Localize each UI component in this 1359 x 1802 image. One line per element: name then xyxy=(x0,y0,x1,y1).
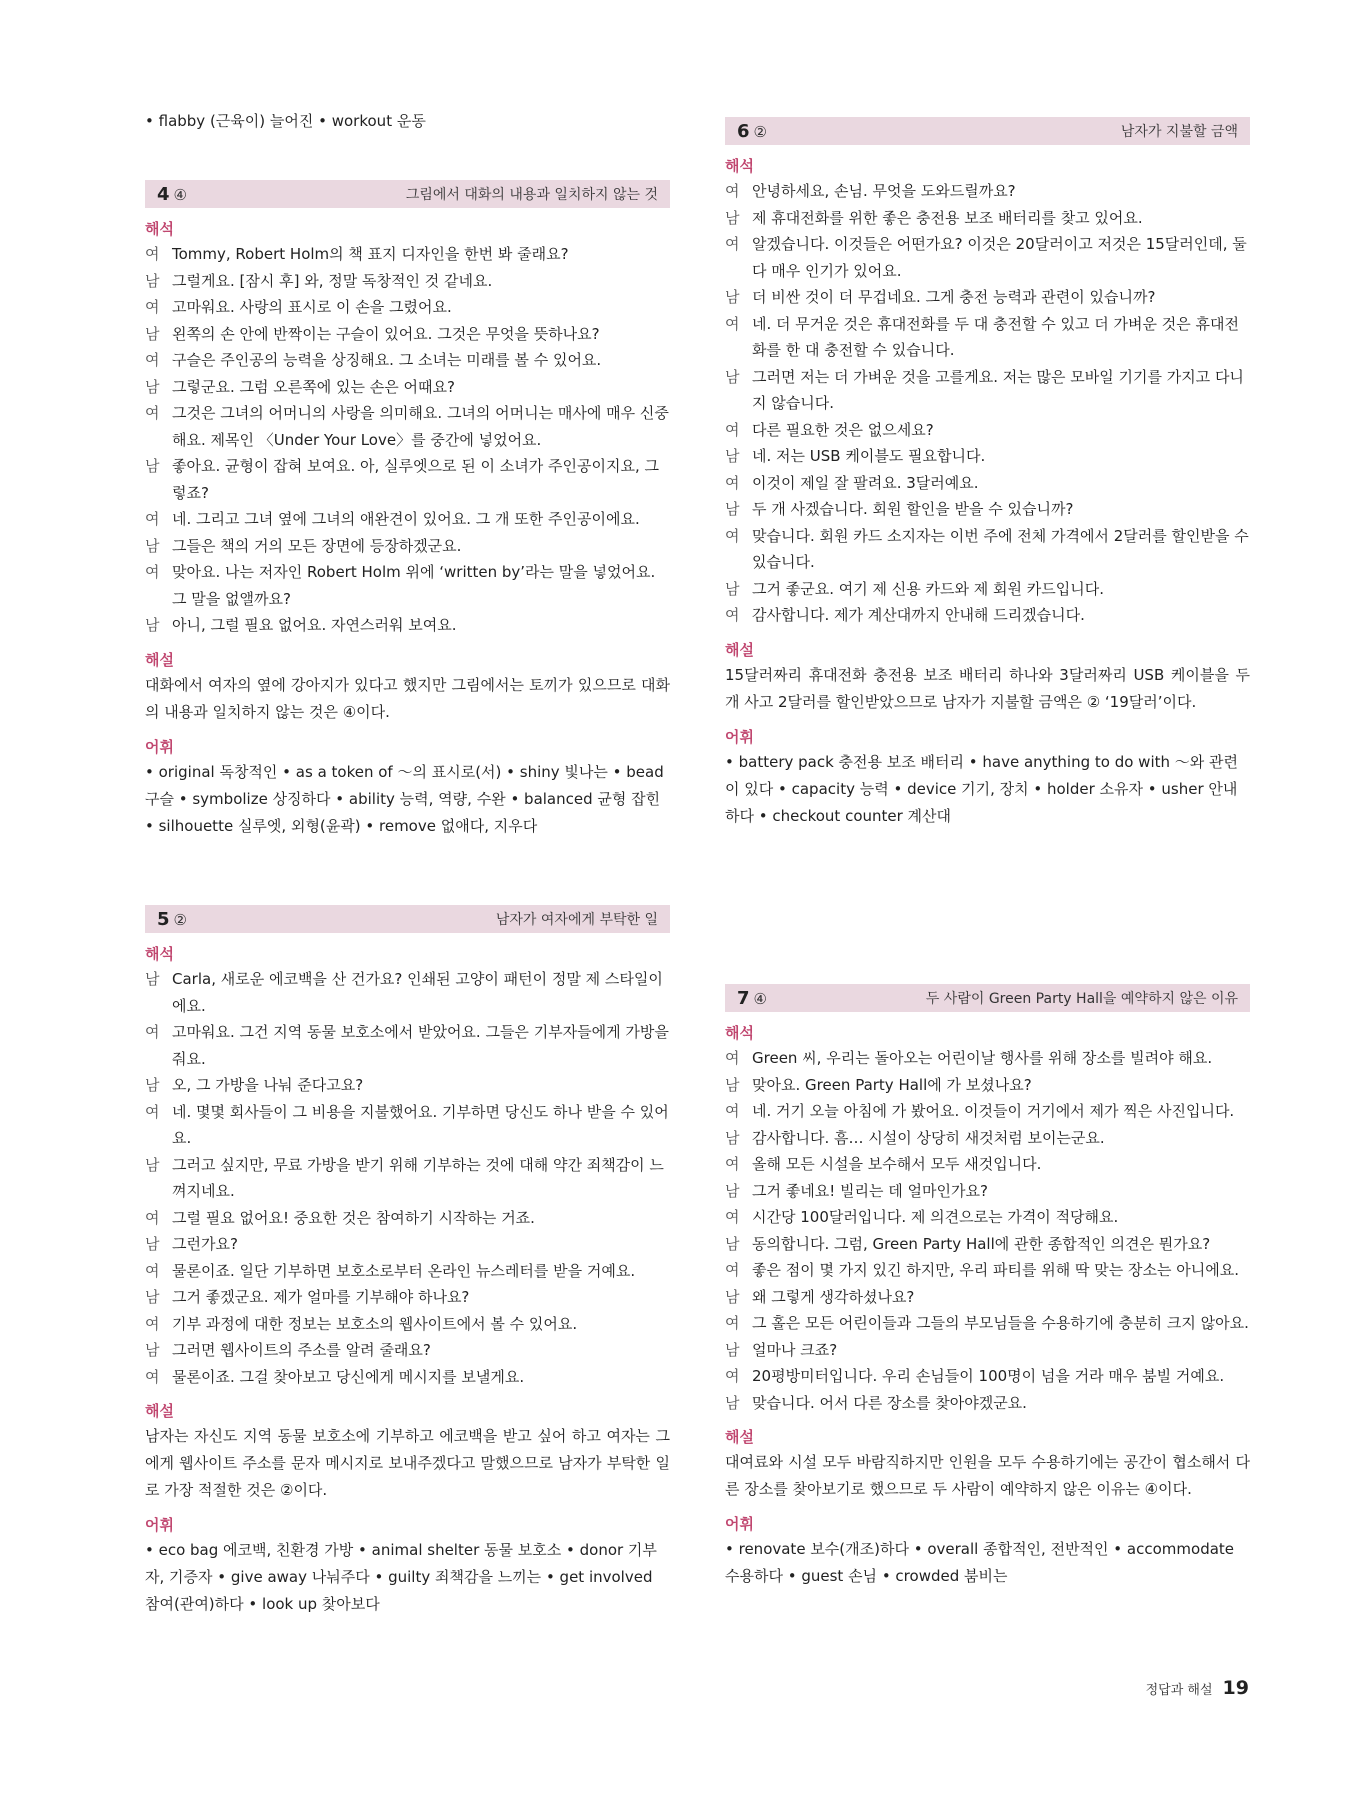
translation-label: 해석 xyxy=(145,945,174,963)
question-5 xyxy=(145,905,670,1618)
dialogue-text: 20평방미터입니다. 우리 손님들이 100명이 넘을 거라 매우 붐빌 거예요. xyxy=(752,1367,1225,1385)
question-topic: 남자가 지불할 금액 xyxy=(1120,124,1238,140)
dialogue-line xyxy=(725,470,1250,497)
dialogue-text: 네. 거기 오늘 아침에 가 봤어요. 이것들이 거기에서 제가 찍은 사진입니다. xyxy=(752,1102,1235,1120)
speaker-label: 여 xyxy=(145,404,160,422)
dialogue-line xyxy=(145,1364,670,1391)
top-vocab: • flabby (근육이) 늘어진 • workout 운동 xyxy=(145,112,426,130)
dialogue-text: 구슬은 주인공의 능력을 상징해요. 그 소녀는 미래를 볼 수 있어요. xyxy=(172,351,602,369)
dialogue-line xyxy=(725,1390,1250,1417)
dialogue-line xyxy=(725,1257,1250,1284)
dialogue-line xyxy=(725,1045,1250,1072)
dialogue-line xyxy=(725,205,1250,232)
dialogue-line xyxy=(725,576,1250,603)
dialogue-line xyxy=(145,1258,670,1285)
speaker-label: 여 xyxy=(145,1102,160,1121)
speaker-label: 여 xyxy=(725,1155,740,1173)
dialogue-line xyxy=(725,231,1250,284)
dialogue-text: 그거 좋겠군요. 제가 얼마를 기부해야 하나요? xyxy=(172,1288,470,1306)
dialogue-text: 안녕하세요, 손님. 무엇을 도와드릴까요? xyxy=(752,182,1016,200)
dialogue-text: 동의합니다. 그럼, Green Party Hall에 관한 종합적인 의견은 뭔가요? xyxy=(752,1234,1211,1253)
dialogue-text: 아니, 그럴 필요 없어요. 자연스러워 보여요. xyxy=(172,616,457,634)
speaker-label: 여 xyxy=(145,1023,160,1041)
dialogue-line xyxy=(725,311,1250,364)
speaker-label: 여 xyxy=(145,1314,160,1333)
question-header xyxy=(145,905,670,933)
dialogue-text: 고마워요. 그건 지역 동물 보호소에서 받았어요. 그들은 기부자들에게 가방을 줘요. xyxy=(172,1023,669,1068)
dialogue-text: 좋은 점이 몇 가지 있긴 하지만, 우리 파티를 위해 딱 맞는 장소는 아니에요. xyxy=(752,1261,1239,1279)
speaker-label: 남 xyxy=(145,616,160,634)
speaker-label: 여 xyxy=(145,563,160,581)
explanation-text: 15달러짜리 휴대전화 충전용 보조 배터리 하나와 3달러짜리 USB 케이블을 두 개 사고 2달러를 할인받았으므로 남자가 지불할 금액은 ② ‘19달러’이다. xyxy=(725,665,1250,711)
dialogue-line xyxy=(145,1099,670,1152)
dialogue-line xyxy=(725,1204,1250,1231)
question-topic: 그림에서 대화의 내용과 일치하지 않는 것 xyxy=(405,187,658,203)
explanation-text: 대여료와 시설 모두 바람직하지만 인원을 모두 수용하기에는 공간이 협소해서 다른 장소를 찾아보기로 했으므로 두 사람이 예약하지 않은 이유는 ④이다. xyxy=(725,1453,1250,1498)
speaker-label: 남 xyxy=(145,324,160,343)
speaker-label: 남 xyxy=(145,271,160,290)
translation-label: 해석 xyxy=(725,1024,754,1042)
speaker-label: 남 xyxy=(145,1341,160,1359)
dialogue-text: 맞아요. Green Party Hall에 가 보셨나요? xyxy=(752,1075,1032,1094)
speaker-label: 여 xyxy=(725,526,740,545)
speaker-label: 남 xyxy=(725,1075,740,1094)
question-number: 4 xyxy=(157,183,170,205)
dialogue-line xyxy=(725,1231,1250,1258)
dialogue-text: 네. 몇몇 회사들이 그 비용을 지불했어요. 기부하면 당신도 하나 받을 수 있어요. xyxy=(172,1102,669,1147)
dialogue-text: 더 비싼 것이 더 무겁네요. 그게 충전 능력과 관련이 있습니까? xyxy=(752,288,1156,306)
question-topic: 두 사람이 Green Party Hall을 예약하지 않은 이유 xyxy=(925,991,1238,1007)
dialogue-text: 올해 모든 시설을 보수해서 모두 새것입니다. xyxy=(752,1155,1042,1173)
translation-label: 해석 xyxy=(725,157,754,175)
dialogue-line xyxy=(725,1284,1250,1311)
dialogue-line xyxy=(725,364,1250,417)
dialogue-text: 감사합니다. 흠… 시설이 상당히 새것처럼 보이는군요. xyxy=(752,1128,1105,1147)
dialogue-line xyxy=(725,496,1250,523)
dialogue-text: 그거 좋네요! 빌리는 데 얼마인가요? xyxy=(752,1181,988,1200)
dialogue-line xyxy=(145,400,670,453)
speaker-label: 여 xyxy=(725,235,740,253)
speaker-label: 남 xyxy=(725,500,740,518)
dialogue-line xyxy=(725,1098,1250,1125)
speaker-label: 남 xyxy=(725,288,740,306)
dialogue-text: 그러면 저는 더 가벼운 것을 고를게요. 저는 많은 모바일 기기를 가지고 다니지 않습니다. xyxy=(752,367,1244,412)
dialogue-text: 그거 좋군요. 여기 제 신용 카드와 제 회원 카드입니다. xyxy=(752,579,1104,598)
dialogue-text: 그럴게요. [잠시 후] 와, 정말 독창적인 것 같네요. xyxy=(172,271,493,290)
question-header xyxy=(145,180,670,208)
dialogue-line xyxy=(145,966,670,1019)
vocab-text: • eco bag 에코백, 친환경 가방 • animal shelter 동물 보호소 • donor 기부자, 기증자 • give away 나눠주다 • guilty 죄책감을 느끼는 • get involved 참여(관여)하다 • look up 찾아보다 xyxy=(145,1541,657,1613)
speaker-label: 남 xyxy=(725,579,740,598)
speaker-label: 여 xyxy=(725,606,740,624)
dialogue-line xyxy=(145,1284,670,1311)
dialogue-line xyxy=(145,506,670,533)
question-number: 5 xyxy=(157,908,170,930)
dialogue-text: 왼쪽의 손 안에 반짝이는 구슬이 있어요. 그것은 무엇을 뜻하나요? xyxy=(172,324,600,343)
question-answer: ② xyxy=(173,910,187,929)
dialogue-text: 두 개 사겠습니다. 회원 할인을 받을 수 있습니까? xyxy=(752,500,1074,518)
dialogue-line xyxy=(725,284,1250,311)
speaker-label: 여 xyxy=(725,420,740,439)
dialogue-line xyxy=(725,1363,1250,1390)
speaker-label: 남 xyxy=(145,1288,160,1306)
speaker-label: 여 xyxy=(725,1049,740,1067)
speaker-label: 여 xyxy=(145,1261,160,1280)
dialogue-text: 맞아요. 나는 저자인 Robert Holm 위에 ‘written by’라는 말을 넣었어요. 그 말을 없앨까요? xyxy=(172,563,656,608)
vocab-text: • battery pack 충전용 보조 배터리 • have anything to do with ～와 관련이 있다 • capacity 능력 • device 기기, 장치 • holder 소유자 • usher 안내하다 • checkout counter 계산대 xyxy=(725,752,1239,825)
dialogue-line xyxy=(145,347,670,374)
dialogue-line xyxy=(725,443,1250,470)
explanation-label: 해설 xyxy=(145,1402,174,1420)
question-number-group xyxy=(737,121,767,142)
question-header xyxy=(725,984,1250,1012)
dialogue-text: Carla, 새로운 에코백을 산 건가요? 인쇄된 고양이 패턴이 정말 제 스타일이에요. xyxy=(172,970,663,1015)
question-answer: ② xyxy=(753,122,767,141)
dialogue-text: 그러면 웹사이트의 주소를 알려 줄래요? xyxy=(172,1341,431,1359)
question-number: 6 xyxy=(737,120,750,142)
speaker-label: 여 xyxy=(725,1208,740,1226)
dialogue-line xyxy=(145,1205,670,1232)
speaker-label: 여 xyxy=(145,510,160,528)
dialogue-text: 그런가요? xyxy=(172,1235,238,1253)
speaker-label: 여 xyxy=(725,182,740,200)
speaker-label: 여 xyxy=(725,1367,740,1385)
speaker-label: 남 xyxy=(725,208,740,227)
dialogue-line xyxy=(725,523,1250,576)
speaker-label: 여 xyxy=(725,1261,740,1279)
explanation-label: 해설 xyxy=(725,1428,754,1446)
question-number-group xyxy=(157,184,187,205)
dialogue-text: 맞습니다. 어서 다른 장소를 찾아야겠군요. xyxy=(752,1393,1027,1412)
explanation-text: 대화에서 여자의 옆에 강아지가 있다고 했지만 그림에서는 토끼가 있으므로 대화의 내용과 일치하지 않는 것은 ④이다. xyxy=(145,675,670,721)
vocab-text: • renovate 보수(개조)하다 • overall 종합적인, 전반적인 • accommodate 수용하다 • guest 손님 • crowded 붐비는 xyxy=(725,1540,1235,1585)
speaker-label: 남 xyxy=(725,1393,740,1412)
dialogue-line xyxy=(725,1178,1250,1205)
speaker-label: 여 xyxy=(145,245,160,263)
dialogue-line xyxy=(145,453,670,506)
speaker-label: 여 xyxy=(145,351,160,369)
dialogue-text: 제 휴대전화를 위한 좋은 충전용 보조 배터리를 찾고 있어요. xyxy=(752,208,1143,227)
speaker-label: 남 xyxy=(725,1181,740,1200)
dialogue-line xyxy=(145,533,670,560)
dialogue-text: 감사합니다. 제가 계산대까지 안내해 드리겠습니다. xyxy=(752,606,1085,624)
question-number-group xyxy=(157,909,187,930)
dialogue-line xyxy=(725,1072,1250,1099)
speaker-label: 남 xyxy=(145,536,160,555)
dialogue-text: 고마워요. 사랑의 표시로 이 손을 그렸어요. xyxy=(172,298,452,316)
dialogue-line xyxy=(145,1152,670,1205)
question-answer: ④ xyxy=(173,185,187,204)
dialogue-text: 맞습니다. 회원 카드 소지자는 이번 주에 전체 가격에서 2달러를 할인받을 수 있습니다. xyxy=(752,526,1249,571)
dialogue-line xyxy=(145,1311,670,1338)
dialogue-text: 네. 그리고 그녀 옆에 그녀의 애완견이 있어요. 그 개 또한 주인공이에요. xyxy=(172,510,640,528)
vocab-label: 어휘 xyxy=(145,1516,174,1534)
vocab-label: 어휘 xyxy=(725,1515,754,1533)
speaker-label: 남 xyxy=(725,1234,740,1253)
dialogue-text: 그들은 책의 거의 모든 장면에 등장하겠군요. xyxy=(172,536,462,555)
vocab-label: 어휘 xyxy=(725,727,754,746)
question-6 xyxy=(725,117,1250,830)
question-header xyxy=(725,117,1250,145)
dialogue-line xyxy=(725,1125,1250,1152)
speaker-label: 남 xyxy=(725,1287,740,1306)
dialogue-text: 이것이 제일 잘 팔려요. 3달러예요. xyxy=(752,473,979,492)
dialogue-text: 그럴 필요 없어요! 중요한 것은 참여하기 시작하는 거죠. xyxy=(172,1208,535,1227)
question-7 xyxy=(725,984,1250,1590)
speaker-label: 여 xyxy=(725,314,740,333)
vocab-label: 어휘 xyxy=(145,737,174,756)
dialogue-line xyxy=(145,1019,670,1072)
speaker-label: 여 xyxy=(725,1314,740,1332)
dialogue-text: 기부 과정에 대한 정보는 보호소의 웹사이트에서 볼 수 있어요. xyxy=(172,1314,578,1333)
page-footer xyxy=(1146,1677,1249,1699)
dialogue-line xyxy=(145,1337,670,1364)
dialogue-line xyxy=(725,1151,1250,1178)
speaker-label: 남 xyxy=(145,377,160,396)
dialogue-line xyxy=(145,559,670,612)
speaker-label: 여 xyxy=(725,1102,740,1120)
dialogue-text: 다른 필요한 것은 없으세요? xyxy=(752,420,934,439)
speaker-label: 남 xyxy=(145,457,160,475)
dialogue-text: 네. 더 무거운 것은 휴대전화를 두 대 충전할 수 있고 더 가벼운 것은 휴대전화를 한 대 충전할 수 있습니다. xyxy=(752,314,1239,359)
speaker-label: 여 xyxy=(145,298,160,316)
page-number: 19 xyxy=(1222,1677,1249,1699)
dialogue-text: 좋아요. 균형이 잡혀 보여요. 아, 실루엣으로 된 이 소녀가 주인공이지요, 그렇죠? xyxy=(172,457,659,502)
speaker-label: 남 xyxy=(145,1155,160,1174)
dialogue-text: 얼마나 크죠? xyxy=(752,1340,838,1359)
dialogue-line xyxy=(145,321,670,348)
footer-text: 정답과 해설 xyxy=(1145,1683,1213,1698)
translation-label: 해석 xyxy=(145,220,174,238)
dialogue-text: 알겠습니다. 이것들은 어떤가요? 이것은 20달러이고 저것은 15달러인데, 둘 다 매우 인기가 있어요. xyxy=(752,235,1247,280)
dialogue-line xyxy=(145,1231,670,1258)
speaker-label: 남 xyxy=(725,1340,740,1359)
dialogue-text: 시간당 100달러입니다. 제 의견으로는 가격이 적당해요. xyxy=(752,1208,1119,1226)
dialogue-line xyxy=(725,178,1250,205)
dialogue-text: 오, 그 가방을 나눠 준다고요? xyxy=(172,1076,364,1094)
question-answer: ④ xyxy=(753,989,767,1008)
speaker-label: 여 xyxy=(145,1367,160,1386)
explanation-label: 해설 xyxy=(145,650,174,669)
question-topic: 남자가 여자에게 부탁한 일 xyxy=(495,912,658,928)
dialogue-line xyxy=(725,1310,1250,1337)
dialogue-text: 그 홀은 모든 어린이들과 그들의 부모님들을 수용하기에 충분히 크지 않아요. xyxy=(752,1314,1249,1332)
dialogue-text: 그러고 싶지만, 무료 가방을 받기 위해 기부하는 것에 대해 약간 죄책감이 느껴지네요. xyxy=(172,1155,664,1200)
speaker-label: 남 xyxy=(725,367,740,386)
dialogue-line xyxy=(145,374,670,401)
dialogue-line xyxy=(725,1337,1250,1364)
question-number-group xyxy=(737,988,767,1009)
dialogue-text: 물론이죠. 그걸 찾아보고 당신에게 메시지를 보낼게요. xyxy=(172,1367,525,1386)
dialogue-line xyxy=(145,268,670,295)
dialogue-line xyxy=(145,1072,670,1099)
dialogue-text: 물론이죠. 일단 기부하면 보호소로부터 온라인 뉴스레터를 받을 거예요. xyxy=(172,1261,636,1280)
speaker-label: 남 xyxy=(725,1128,740,1147)
explanation-label: 해설 xyxy=(725,640,754,659)
speaker-label: 남 xyxy=(145,1076,160,1094)
dialogue-text: 네. 저는 USB 케이블도 필요합니다. xyxy=(752,447,986,465)
speaker-label: 남 xyxy=(725,447,740,465)
speaker-label: 남 xyxy=(145,970,160,988)
dialogue-text: Tommy, Robert Holm의 책 표지 디자인을 한번 봐 줄래요? xyxy=(172,245,569,263)
vocab-text: • original 독창적인 • as a token of ～의 표시로(서) • shiny 빛나는 • bead 구슬 • symbolize 상징하다 • ability 능력, 역량, 수완 • balanced 균형 잡힌 • silhouette 실루엣, 외형(윤곽) • remove 없애다, 지우다 xyxy=(145,762,664,835)
explanation-text: 남자는 자신도 지역 동물 보호소에 기부하고 에코백을 받고 싶어 하고 여자는 그에게 웹사이트 주소를 문자 메시지로 보내주겠다고 말했으므로 남자가 부탁한 일로 가장 적절한 것은 ②이다. xyxy=(145,1427,670,1499)
dialogue-line xyxy=(145,241,670,268)
speaker-label: 여 xyxy=(725,473,740,492)
dialogue-text: Green 씨, 우리는 돌아오는 어린이날 행사를 위해 장소를 빌려야 해요. xyxy=(752,1049,1213,1067)
dialogue-line xyxy=(145,294,670,321)
dialogue-line xyxy=(725,417,1250,444)
dialogue-text: 그렇군요. 그럼 오른쪽에 있는 손은 어때요? xyxy=(172,377,455,396)
dialogue-line xyxy=(725,602,1250,629)
question-4 xyxy=(145,180,670,840)
dialogue-text: 왜 그렇게 생각하셨나요? xyxy=(752,1287,915,1306)
speaker-label: 여 xyxy=(145,1208,160,1227)
question-number: 7 xyxy=(737,987,750,1009)
dialogue-text: 그것은 그녀의 어머니의 사랑을 의미해요. 그녀의 어머니는 매사에 매우 신중해요. 제목인 〈Under Your Love〉를 중간에 넣었어요. xyxy=(172,404,669,449)
speaker-label: 남 xyxy=(145,1235,160,1253)
dialogue-line xyxy=(145,612,670,639)
